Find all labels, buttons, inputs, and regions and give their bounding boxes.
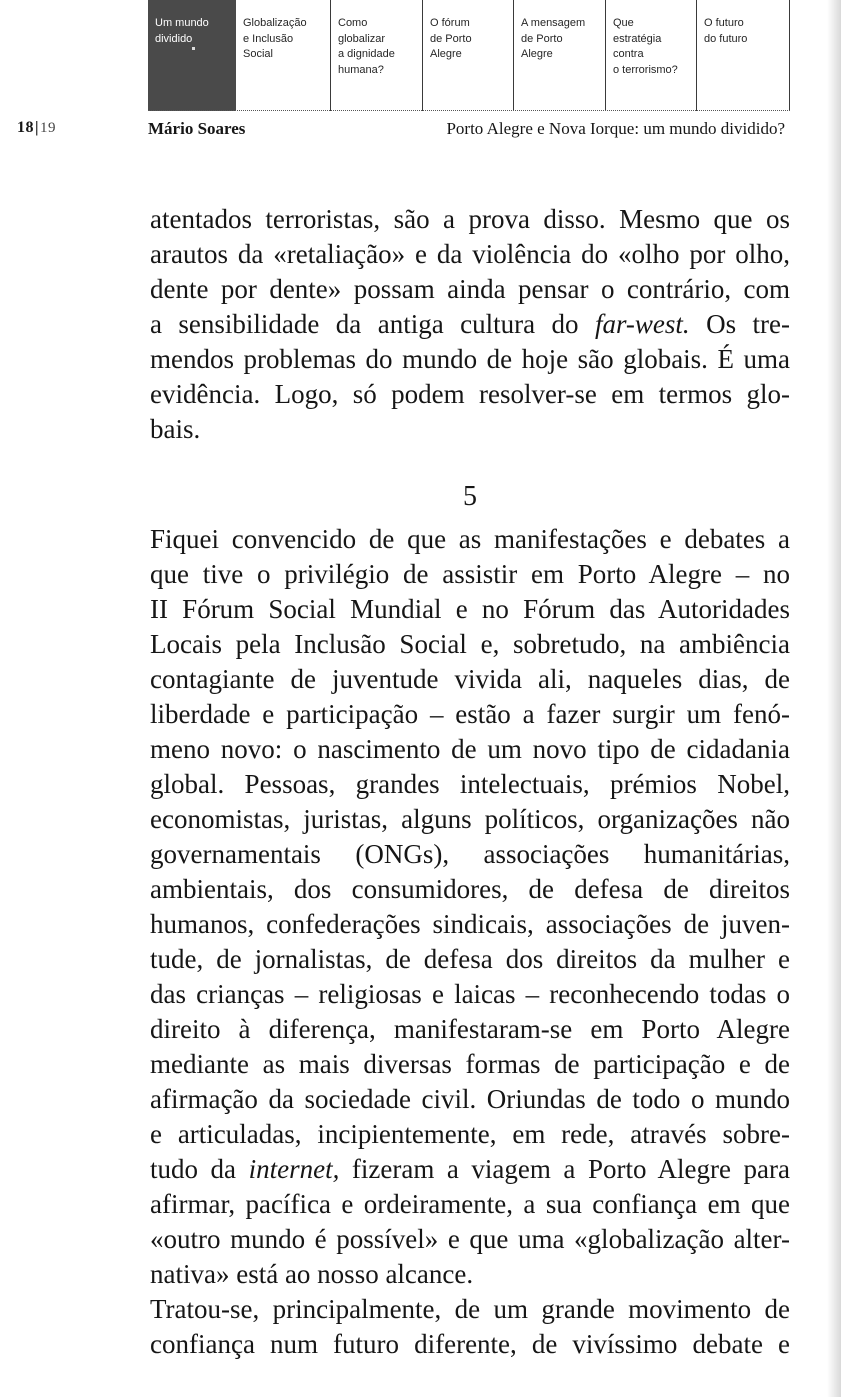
- paragraph-1: [150, 202, 790, 447]
- text-run: fizeram a viagem a Porto Alegre para: [339, 1154, 790, 1184]
- nav-divider-line: [148, 110, 790, 111]
- nav-item-um-mundo-dividido[interactable]: [148, 0, 236, 111]
- text-line: II Fórum Social Mundial e no Fórum das Autoridades: [150, 594, 790, 624]
- text-line: e articuladas, incipientemente, em rede, através sobre-: [150, 1119, 790, 1149]
- nav-item-label: O fórum de Porto Alegre: [430, 17, 472, 60]
- italic-term: far-west.: [594, 309, 690, 339]
- text-line: global. Pessoas, grandes intelectuais, prémios Nobel,: [150, 769, 790, 799]
- page-number-left: 18: [17, 119, 34, 136]
- text-line: afirmar, pacífica e ordeiramente, a sua confiança em que: [150, 1189, 790, 1219]
- active-marker: [192, 47, 195, 50]
- page-number-separator: |: [35, 119, 40, 136]
- text-line: afirmação da sociedade civil. Oriundas de todo o mundo: [150, 1084, 790, 1114]
- text-line: bais.: [150, 414, 201, 444]
- text-line: confiança num futuro diferente, de vivíssimo debate e: [150, 1329, 790, 1359]
- nav-item-label: O futuro do futuro: [704, 17, 748, 45]
- text-line: atentados terroristas, são a prova disso. Mesmo que os: [150, 204, 790, 234]
- text-line: [150, 307, 790, 342]
- nav-item-label: Um mundo dividido: [155, 17, 209, 45]
- chapter-navigation: [148, 0, 790, 111]
- text-run: tudo da: [150, 1154, 249, 1184]
- nav-item-label: Como globalizar a dignidade humana?: [338, 17, 395, 76]
- text-line: ambientais, dos consumidores, de defesa de direitos: [150, 874, 790, 904]
- text-line: direito à diferença, manifestaram-se em Porto Alegre: [150, 1014, 790, 1044]
- nav-item-futuro-do-futuro[interactable]: [697, 0, 790, 111]
- text-line: Tratou-se, principalmente, de um grande movimento de: [150, 1294, 790, 1324]
- text-run: Os tre-: [689, 309, 791, 339]
- text-line: «outro mundo é possível» e que uma «globalização alter-: [150, 1224, 790, 1254]
- text-line: mendos problemas do mundo de hoje são globais. É uma: [150, 344, 790, 374]
- nav-item-como-globalizar[interactable]: [331, 0, 423, 111]
- nav-item-globalizacao-inclusao[interactable]: [236, 0, 331, 111]
- text-line: governamentais (ONGs), associações humanitárias,: [150, 839, 790, 869]
- section-number: 5: [463, 481, 477, 512]
- text-line: evidência. Logo, só podem resolver-se em termos glo-: [150, 379, 790, 409]
- nav-item-label: A mensagem de Porto Alegre: [521, 17, 586, 60]
- text-line: contagiante de juventude vivida ali, naqueles dias, de: [150, 664, 790, 694]
- text-line: dente por dente» possam ainda pensar o contrário, com: [150, 274, 790, 304]
- body-text: [150, 202, 790, 1362]
- text-line: [150, 1152, 790, 1187]
- page-edge-shadow: [827, 0, 841, 1397]
- running-head-author: Mário Soares: [148, 119, 246, 138]
- paragraph-3: [150, 1292, 790, 1362]
- text-line: humanos, confederações sindicais, associações de juven-: [150, 909, 790, 939]
- text-line: arautos da «retaliação» e da violência do «olho por olho,: [150, 239, 790, 269]
- text-line: meno novo: o nascimento de um novo tipo de cidadania: [150, 734, 790, 764]
- text-line: Locais pela Inclusão Social e, sobretudo, na ambiência: [150, 629, 790, 659]
- italic-term: internet,: [248, 1154, 340, 1184]
- nav-item-label: Que estratégia contra o terrorismo?: [613, 17, 678, 76]
- text-run: a sensibilidade da antiga cultura do: [150, 309, 595, 339]
- page-number-right: 19: [40, 120, 57, 136]
- text-line: nativa» está ao nosso alcance.: [150, 1259, 474, 1289]
- text-line: economistas, juristas, alguns políticos, organizações não: [150, 804, 790, 834]
- paragraph-2: [150, 522, 790, 1292]
- page-numbers: [17, 119, 56, 137]
- running-head-title: Porto Alegre e Nova Iorque: um mundo dividido?: [446, 119, 785, 138]
- text-line: que tive o privilégio de assistir em Porto Alegre – no: [150, 559, 790, 589]
- text-line: liberdade e participação – estão a fazer surgir um fenó-: [150, 699, 790, 729]
- nav-item-estrategia-terrorismo[interactable]: [606, 0, 697, 111]
- text-line: tude, de jornalistas, de defesa dos direitos da mulher e: [150, 944, 790, 974]
- nav-item-forum-porto-alegre[interactable]: [423, 0, 514, 111]
- text-line: Fiquei convencido de que as manifestações e debates a: [150, 524, 790, 554]
- text-line: das crianças – religiosas e laicas – reconhecendo todas o: [150, 979, 790, 1009]
- nav-item-mensagem-porto-alegre[interactable]: [514, 0, 606, 111]
- text-line: mediante as mais diversas formas de participação e de: [150, 1049, 790, 1079]
- nav-item-label: Globalização e Inclusão Social: [243, 17, 307, 60]
